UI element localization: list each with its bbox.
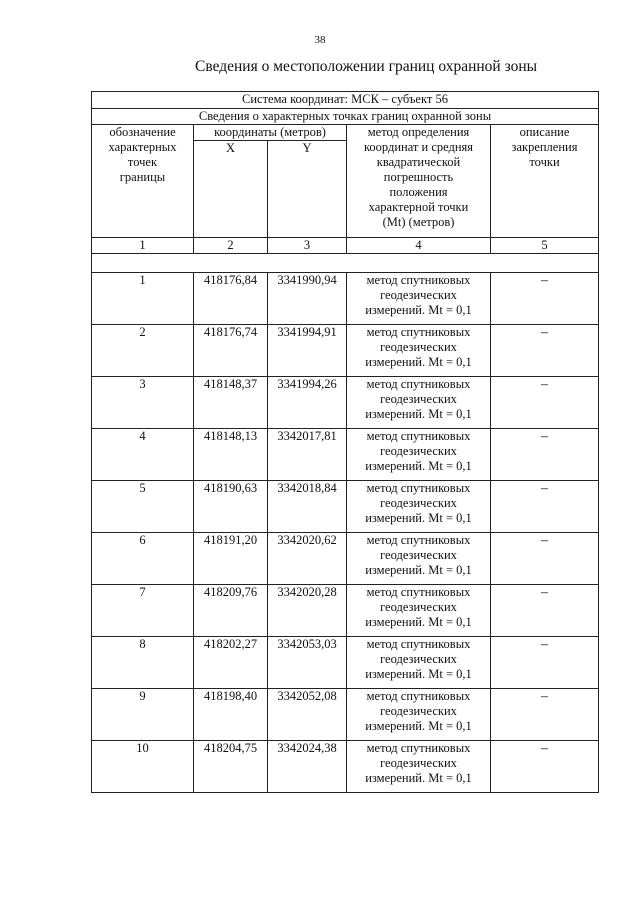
coordinate-x: 418198,40 bbox=[194, 689, 268, 741]
method-line: метод спутниковых bbox=[366, 637, 471, 651]
coordinate-y: 3342053,03 bbox=[268, 637, 347, 689]
point-number: 10 bbox=[92, 741, 194, 793]
point-number: 6 bbox=[92, 533, 194, 585]
method-line: измерений. Mt = 0,1 bbox=[365, 667, 472, 681]
description-dash: – bbox=[541, 585, 548, 600]
method-line: метод спутниковых bbox=[366, 689, 471, 703]
method-line: измерений. Mt = 0,1 bbox=[365, 719, 472, 733]
method-line: метод спутниковых bbox=[366, 585, 471, 599]
method-line: измерений. Mt = 0,1 bbox=[365, 563, 472, 577]
method-line: измерений. Mt = 0,1 bbox=[365, 615, 472, 629]
point-number: 8 bbox=[92, 637, 194, 689]
point-description bbox=[491, 533, 599, 585]
method-text bbox=[347, 325, 491, 377]
spacer-row bbox=[92, 254, 599, 273]
header-point-designation: обозначение характерных точек границы bbox=[92, 125, 194, 238]
coordinate-y: 3342018,84 bbox=[268, 481, 347, 533]
coordinate-y: 3341994,91 bbox=[268, 325, 347, 377]
document-title: Сведения о местоположении границ охранной зоны bbox=[195, 58, 538, 75]
description-dash: – bbox=[541, 689, 548, 704]
method-line: геодезических bbox=[380, 340, 457, 354]
coordinate-y: 3342017,81 bbox=[268, 429, 347, 481]
coordinate-y: 3341994,26 bbox=[268, 377, 347, 429]
method-line: геодезических bbox=[380, 600, 457, 614]
point-description bbox=[491, 689, 599, 741]
coordinate-x: 418190,63 bbox=[194, 481, 268, 533]
table-row bbox=[92, 741, 599, 793]
table-row bbox=[92, 533, 599, 585]
method-line: геодезических bbox=[380, 704, 457, 718]
point-number: 7 bbox=[92, 585, 194, 637]
coordinate-y: 3342020,28 bbox=[268, 585, 347, 637]
point-number: 4 bbox=[92, 429, 194, 481]
method-text bbox=[347, 377, 491, 429]
method-text bbox=[347, 273, 491, 325]
coordinate-y: 3341990,94 bbox=[268, 273, 347, 325]
table-row bbox=[92, 273, 599, 325]
coordinate-system-row bbox=[92, 92, 599, 109]
description-dash: – bbox=[541, 741, 548, 756]
description-dash: – bbox=[541, 377, 548, 392]
method-line: измерений. Mt = 0,1 bbox=[365, 303, 472, 317]
point-description bbox=[491, 637, 599, 689]
method-text bbox=[347, 689, 491, 741]
section-title-row bbox=[92, 109, 599, 125]
point-description bbox=[491, 325, 599, 377]
coordinate-x: 418191,20 bbox=[194, 533, 268, 585]
method-line: геодезических bbox=[380, 756, 457, 770]
table-row bbox=[92, 325, 599, 377]
method-line: измерений. Mt = 0,1 bbox=[365, 511, 472, 525]
point-number: 9 bbox=[92, 689, 194, 741]
description-dash: – bbox=[541, 325, 548, 340]
point-description bbox=[491, 481, 599, 533]
column-number-row bbox=[92, 238, 599, 254]
point-description bbox=[491, 377, 599, 429]
header-coordinates: координаты (метров) bbox=[194, 125, 347, 141]
description-dash: – bbox=[541, 273, 548, 288]
coordinate-x: 418204,75 bbox=[194, 741, 268, 793]
column-number: 2 bbox=[194, 238, 268, 254]
coordinates-table bbox=[91, 91, 599, 793]
method-line: метод спутниковых bbox=[366, 533, 471, 547]
method-line: геодезических bbox=[380, 496, 457, 510]
page-number: 38 bbox=[314, 34, 326, 46]
method-text bbox=[347, 533, 491, 585]
method-line: измерений. Mt = 0,1 bbox=[365, 771, 472, 785]
table-row bbox=[92, 637, 599, 689]
coordinate-x: 418148,13 bbox=[194, 429, 268, 481]
coordinate-y: 3342052,08 bbox=[268, 689, 347, 741]
coordinate-x: 418209,76 bbox=[194, 585, 268, 637]
method-line: геодезических bbox=[380, 392, 457, 406]
method-line: геодезических bbox=[380, 652, 457, 666]
method-line: измерений. Mt = 0,1 bbox=[365, 459, 472, 473]
description-dash: – bbox=[541, 481, 548, 496]
method-line: геодезических bbox=[380, 444, 457, 458]
section-title: Сведения о характерных точках границ охранной зоны bbox=[92, 109, 599, 125]
method-line: измерений. Mt = 0,1 bbox=[365, 355, 472, 369]
table-row bbox=[92, 429, 599, 481]
point-number: 1 bbox=[92, 273, 194, 325]
header-method: метод определения координат и средняя квадратической погрешность положения характерной точки (Mt) (метров) bbox=[347, 125, 491, 238]
description-dash: – bbox=[541, 637, 548, 652]
table-row bbox=[92, 585, 599, 637]
method-line: геодезических bbox=[380, 288, 457, 302]
point-description bbox=[491, 585, 599, 637]
table-row bbox=[92, 377, 599, 429]
coordinate-system-label: Система координат: МСК – субъект 56 bbox=[92, 92, 599, 109]
coordinate-x: 418148,37 bbox=[194, 377, 268, 429]
description-dash: – bbox=[541, 429, 548, 444]
point-description bbox=[491, 273, 599, 325]
method-text bbox=[347, 585, 491, 637]
method-line: метод спутниковых bbox=[366, 325, 471, 339]
coordinate-x: 418176,74 bbox=[194, 325, 268, 377]
method-text bbox=[347, 637, 491, 689]
spacer-cell bbox=[92, 254, 599, 273]
point-description bbox=[491, 429, 599, 481]
coordinate-x: 418202,27 bbox=[194, 637, 268, 689]
coordinate-y: 3342024,38 bbox=[268, 741, 347, 793]
method-text bbox=[347, 481, 491, 533]
method-line: метод спутниковых bbox=[366, 273, 471, 287]
coordinate-y: 3342020,62 bbox=[268, 533, 347, 585]
method-line: геодезических bbox=[380, 548, 457, 562]
header-y: Y bbox=[268, 141, 347, 238]
point-number: 2 bbox=[92, 325, 194, 377]
table-row bbox=[92, 481, 599, 533]
method-line: метод спутниковых bbox=[366, 481, 471, 495]
header-description: описание закрепления точки bbox=[491, 125, 599, 238]
coordinate-x: 418176,84 bbox=[194, 273, 268, 325]
point-description bbox=[491, 741, 599, 793]
method-line: метод спутниковых bbox=[366, 377, 471, 391]
point-number: 3 bbox=[92, 377, 194, 429]
header-row-top bbox=[92, 125, 599, 141]
method-text bbox=[347, 429, 491, 481]
method-line: метод спутниковых bbox=[366, 429, 471, 443]
point-number: 5 bbox=[92, 481, 194, 533]
column-number: 5 bbox=[491, 238, 599, 254]
description-dash: – bbox=[541, 533, 548, 548]
column-number: 4 bbox=[347, 238, 491, 254]
header-x: X bbox=[194, 141, 268, 238]
method-text bbox=[347, 741, 491, 793]
table-row bbox=[92, 689, 599, 741]
method-line: метод спутниковых bbox=[366, 741, 471, 755]
method-line: измерений. Mt = 0,1 bbox=[365, 407, 472, 421]
column-number: 1 bbox=[92, 238, 194, 254]
column-number: 3 bbox=[268, 238, 347, 254]
